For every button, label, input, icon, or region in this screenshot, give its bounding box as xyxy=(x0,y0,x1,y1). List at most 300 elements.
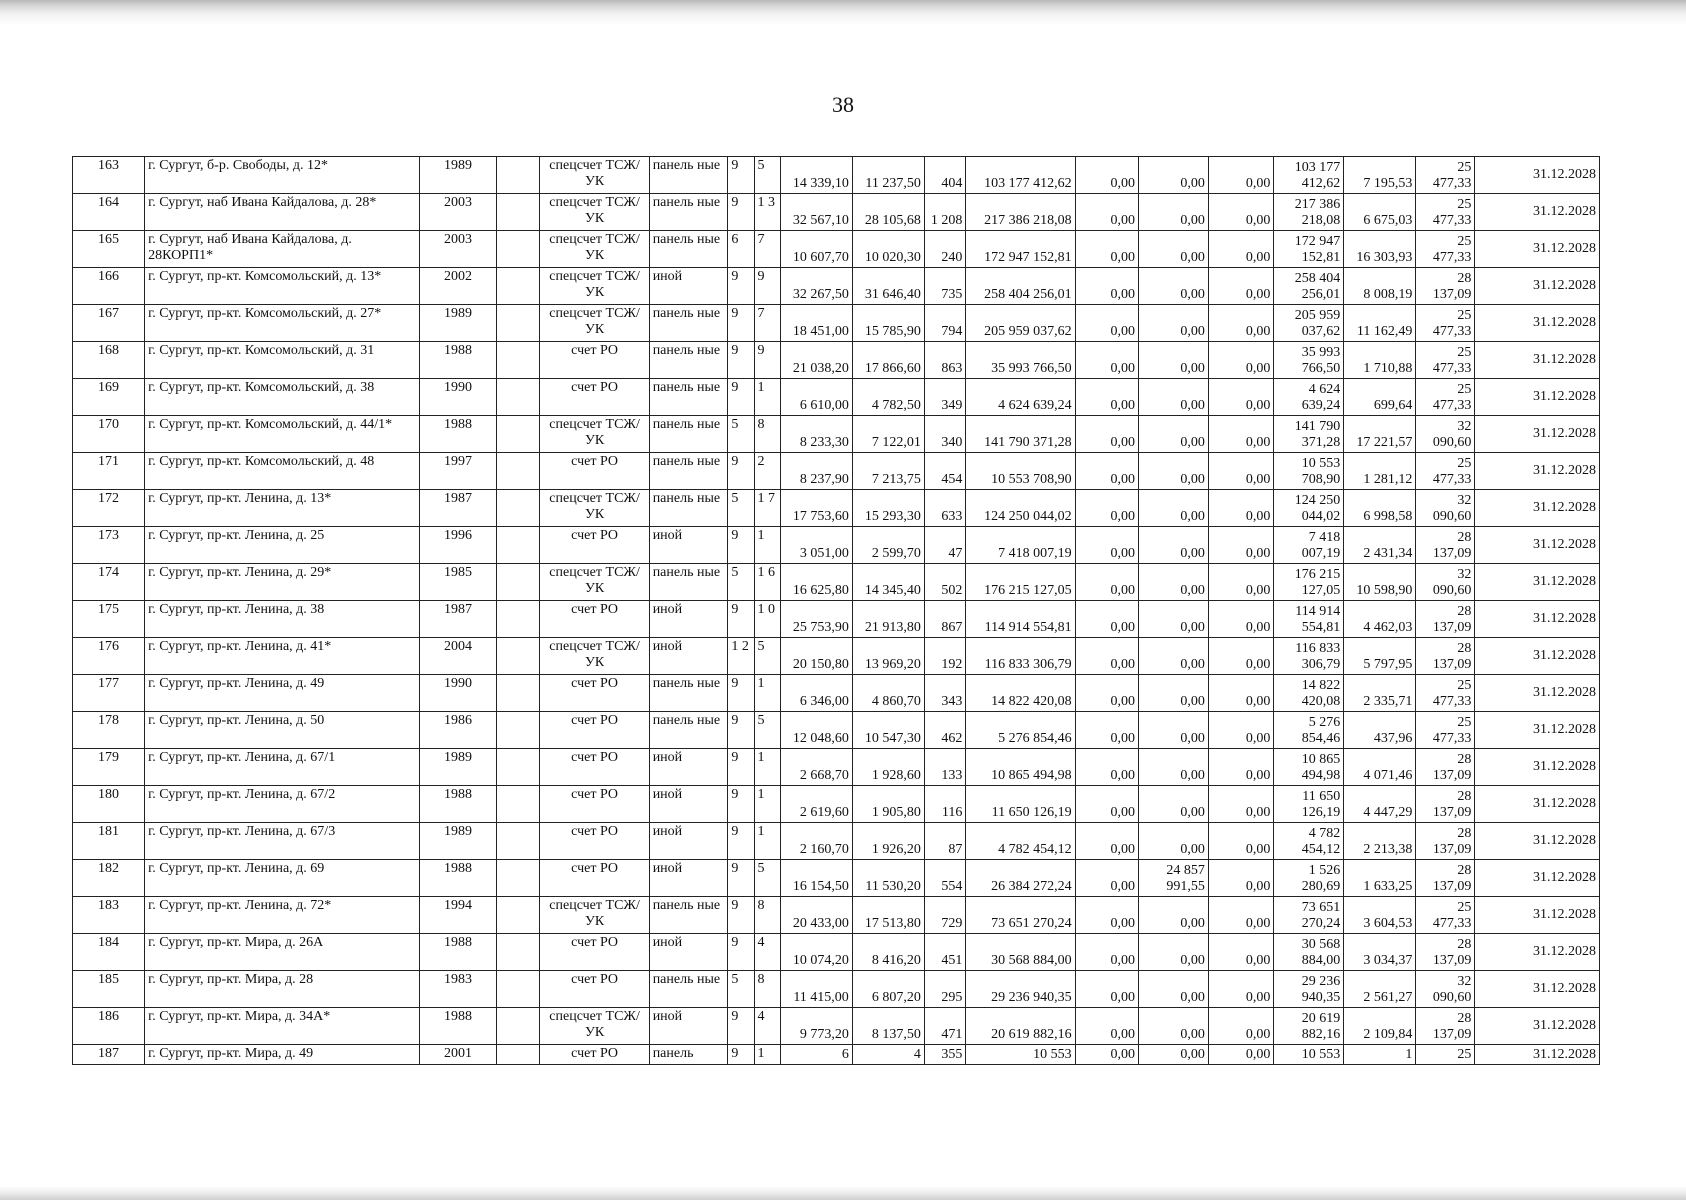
row-number: 173 xyxy=(73,527,145,564)
row-number: 176 xyxy=(73,638,145,675)
residents-cell: 735 xyxy=(924,268,966,305)
total-cell: 176 215 127,05 xyxy=(1274,564,1344,601)
account-type-cell: счет РО xyxy=(540,379,649,416)
floors-cell: 6 xyxy=(728,231,754,268)
empty-cell xyxy=(496,416,540,453)
limit-cost-cell: 28 137,09 xyxy=(1416,601,1475,638)
account-type-cell: спецсчет ТСЖ/УК xyxy=(540,564,649,601)
account-type-cell: счет РО xyxy=(540,342,649,379)
total-cell: 103 177 412,62 xyxy=(1274,157,1344,194)
living-area-cell: 14 345,40 xyxy=(852,564,924,601)
funding-3-cell: 0,00 xyxy=(1208,194,1274,231)
row-number: 184 xyxy=(73,934,145,971)
account-type-cell: спецсчет ТСЖ/УК xyxy=(540,638,649,675)
entrances-cell: 2 xyxy=(754,453,780,490)
year-cell: 2003 xyxy=(420,194,496,231)
limit-cost-cell: 25 xyxy=(1416,1045,1475,1065)
unit-cost-cell: 3 604,53 xyxy=(1344,897,1416,934)
entrances-cell: 1 xyxy=(754,749,780,786)
empty-cell xyxy=(496,453,540,490)
row-number: 169 xyxy=(73,379,145,416)
funding-3-cell: 0,00 xyxy=(1208,305,1274,342)
living-area-cell: 10 547,30 xyxy=(852,712,924,749)
funding-3-cell: 0,00 xyxy=(1208,1008,1274,1045)
floors-cell: 5 xyxy=(728,490,754,527)
funding-3-cell: 0,00 xyxy=(1208,342,1274,379)
funding-1-cell: 0,00 xyxy=(1075,786,1138,823)
total-area-cell: 20 150,80 xyxy=(780,638,852,675)
floors-cell: 9 xyxy=(728,453,754,490)
residents-cell: 349 xyxy=(924,379,966,416)
total-cost-cell: 14 822 420,08 xyxy=(966,675,1075,712)
row-number: 178 xyxy=(73,712,145,749)
funding-1-cell: 0,00 xyxy=(1075,453,1138,490)
floors-cell: 9 xyxy=(728,1045,754,1065)
living-area-cell: 7 213,75 xyxy=(852,453,924,490)
funding-3-cell: 0,00 xyxy=(1208,897,1274,934)
unit-cost-cell: 4 462,03 xyxy=(1344,601,1416,638)
deadline-cell: 31.12.2028 xyxy=(1475,157,1600,194)
total-cell: 205 959 037,62 xyxy=(1274,305,1344,342)
funding-1-cell: 0,00 xyxy=(1075,342,1138,379)
wall-material-cell: иной xyxy=(649,638,728,675)
total-cost-cell: 4 624 639,24 xyxy=(966,379,1075,416)
funding-3-cell: 0,00 xyxy=(1208,601,1274,638)
deadline-cell: 31.12.2028 xyxy=(1475,194,1600,231)
funding-3-cell: 0,00 xyxy=(1208,231,1274,268)
address-cell: г. Сургут, пр-кт. Ленина, д. 13* xyxy=(145,490,420,527)
table-row xyxy=(73,823,1600,860)
address-cell: г. Сургут, пр-кт. Мира, д. 49 xyxy=(145,1045,420,1065)
account-type-cell: спецсчет ТСЖ/УК xyxy=(540,897,649,934)
wall-material-cell: панель ные xyxy=(649,416,728,453)
unit-cost-cell: 2 431,34 xyxy=(1344,527,1416,564)
total-area-cell: 17 753,60 xyxy=(780,490,852,527)
limit-cost-cell: 28 137,09 xyxy=(1416,527,1475,564)
living-area-cell: 4 782,50 xyxy=(852,379,924,416)
limit-cost-cell: 25 477,33 xyxy=(1416,231,1475,268)
table-row xyxy=(73,1045,1600,1065)
unit-cost-cell: 2 109,84 xyxy=(1344,1008,1416,1045)
limit-cost-cell: 32 090,60 xyxy=(1416,490,1475,527)
account-type-cell: спецсчет ТСЖ/УК xyxy=(540,194,649,231)
entrances-cell: 9 xyxy=(754,342,780,379)
unit-cost-cell: 1 xyxy=(1344,1045,1416,1065)
living-area-cell: 21 913,80 xyxy=(852,601,924,638)
funding-2-cell: 0,00 xyxy=(1138,1008,1208,1045)
table-row xyxy=(73,1008,1600,1045)
funding-1-cell: 0,00 xyxy=(1075,712,1138,749)
account-type-cell: счет РО xyxy=(540,601,649,638)
deadline-cell: 31.12.2028 xyxy=(1475,1008,1600,1045)
funding-3-cell: 0,00 xyxy=(1208,638,1274,675)
funding-3-cell: 0,00 xyxy=(1208,786,1274,823)
table-row xyxy=(73,379,1600,416)
limit-cost-cell: 25 477,33 xyxy=(1416,712,1475,749)
limit-cost-cell: 28 137,09 xyxy=(1416,823,1475,860)
total-cost-cell: 141 790 371,28 xyxy=(966,416,1075,453)
funding-1-cell: 0,00 xyxy=(1075,268,1138,305)
funding-3-cell: 0,00 xyxy=(1208,157,1274,194)
empty-cell xyxy=(496,564,540,601)
total-cost-cell: 26 384 272,24 xyxy=(966,860,1075,897)
funding-1-cell: 0,00 xyxy=(1075,157,1138,194)
residents-cell: 451 xyxy=(924,934,966,971)
account-type-cell: счет РО xyxy=(540,527,649,564)
entrances-cell: 9 xyxy=(754,268,780,305)
wall-material-cell: панель ные xyxy=(649,379,728,416)
empty-cell xyxy=(496,342,540,379)
living-area-cell: 1 928,60 xyxy=(852,749,924,786)
living-area-cell: 31 646,40 xyxy=(852,268,924,305)
address-cell: г. Сургут, пр-кт. Ленина, д. 29* xyxy=(145,564,420,601)
funding-3-cell: 0,00 xyxy=(1208,564,1274,601)
living-area-cell: 10 020,30 xyxy=(852,231,924,268)
table-row xyxy=(73,897,1600,934)
total-area-cell: 10 607,70 xyxy=(780,231,852,268)
total-cost-cell: 10 865 494,98 xyxy=(966,749,1075,786)
entrances-cell: 1 xyxy=(754,1045,780,1065)
empty-cell xyxy=(496,934,540,971)
floors-cell: 9 xyxy=(728,786,754,823)
funding-2-cell: 0,00 xyxy=(1138,971,1208,1008)
total-cell: 73 651 270,24 xyxy=(1274,897,1344,934)
year-cell: 2002 xyxy=(420,268,496,305)
address-cell: г. Сургут, пр-кт. Мира, д. 26А xyxy=(145,934,420,971)
empty-cell xyxy=(496,194,540,231)
total-area-cell: 14 339,10 xyxy=(780,157,852,194)
funding-2-cell: 0,00 xyxy=(1138,638,1208,675)
total-cost-cell: 103 177 412,62 xyxy=(966,157,1075,194)
table-row xyxy=(73,490,1600,527)
year-cell: 1988 xyxy=(420,934,496,971)
address-cell: г. Сургут, пр-кт. Ленина, д. 69 xyxy=(145,860,420,897)
deadline-cell: 31.12.2028 xyxy=(1475,490,1600,527)
entrances-cell: 1 xyxy=(754,786,780,823)
funding-3-cell: 0,00 xyxy=(1208,712,1274,749)
row-number: 172 xyxy=(73,490,145,527)
year-cell: 1990 xyxy=(420,675,496,712)
residents-cell: 295 xyxy=(924,971,966,1008)
unit-cost-cell: 2 213,38 xyxy=(1344,823,1416,860)
funding-2-cell: 0,00 xyxy=(1138,157,1208,194)
limit-cost-cell: 25 477,33 xyxy=(1416,897,1475,934)
year-cell: 2001 xyxy=(420,1045,496,1065)
wall-material-cell: панель ные xyxy=(649,305,728,342)
table-row xyxy=(73,749,1600,786)
unit-cost-cell: 1 281,12 xyxy=(1344,453,1416,490)
account-type-cell: счет РО xyxy=(540,786,649,823)
empty-cell xyxy=(496,1008,540,1045)
funding-3-cell: 0,00 xyxy=(1208,416,1274,453)
account-type-cell: спецсчет ТСЖ/УК xyxy=(540,1008,649,1045)
funding-2-cell: 0,00 xyxy=(1138,897,1208,934)
residents-cell: 794 xyxy=(924,305,966,342)
limit-cost-cell: 28 137,09 xyxy=(1416,786,1475,823)
funding-2-cell: 0,00 xyxy=(1138,712,1208,749)
row-number: 181 xyxy=(73,823,145,860)
residents-cell: 192 xyxy=(924,638,966,675)
deadline-cell: 31.12.2028 xyxy=(1475,860,1600,897)
total-cell: 35 993 766,50 xyxy=(1274,342,1344,379)
empty-cell xyxy=(496,268,540,305)
table-row xyxy=(73,416,1600,453)
deadline-cell: 31.12.2028 xyxy=(1475,305,1600,342)
funding-2-cell: 24 857 991,55 xyxy=(1138,860,1208,897)
funding-2-cell: 0,00 xyxy=(1138,490,1208,527)
limit-cost-cell: 25 477,33 xyxy=(1416,379,1475,416)
table-row xyxy=(73,638,1600,675)
wall-material-cell: панель ные xyxy=(649,194,728,231)
residents-cell: 471 xyxy=(924,1008,966,1045)
address-cell: г. Сургут, б-р. Свободы, д. 12* xyxy=(145,157,420,194)
entrances-cell: 5 xyxy=(754,638,780,675)
address-cell: г. Сургут, пр-кт. Ленина, д. 25 xyxy=(145,527,420,564)
empty-cell xyxy=(496,712,540,749)
deadline-cell: 31.12.2028 xyxy=(1475,268,1600,305)
entrances-cell: 7 xyxy=(754,305,780,342)
entrances-cell: 1 xyxy=(754,675,780,712)
residents-cell: 47 xyxy=(924,527,966,564)
funding-2-cell: 0,00 xyxy=(1138,786,1208,823)
total-cost-cell: 217 386 218,08 xyxy=(966,194,1075,231)
deadline-cell: 31.12.2028 xyxy=(1475,601,1600,638)
floors-cell: 9 xyxy=(728,342,754,379)
year-cell: 1985 xyxy=(420,564,496,601)
funding-1-cell: 0,00 xyxy=(1075,527,1138,564)
total-cell: 10 553 xyxy=(1274,1045,1344,1065)
year-cell: 2004 xyxy=(420,638,496,675)
residents-cell: 1 208 xyxy=(924,194,966,231)
address-cell: г. Сургут, пр-кт. Ленина, д. 67/3 xyxy=(145,823,420,860)
limit-cost-cell: 32 090,60 xyxy=(1416,564,1475,601)
total-cell: 4 782 454,12 xyxy=(1274,823,1344,860)
floors-cell: 5 xyxy=(728,564,754,601)
wall-material-cell: иной xyxy=(649,823,728,860)
floors-cell: 9 xyxy=(728,157,754,194)
total-area-cell: 11 415,00 xyxy=(780,971,852,1008)
year-cell: 1990 xyxy=(420,379,496,416)
wall-material-cell: панель ные xyxy=(649,453,728,490)
floors-cell: 9 xyxy=(728,268,754,305)
funding-3-cell: 0,00 xyxy=(1208,1045,1274,1065)
entrances-cell: 1 7 xyxy=(754,490,780,527)
row-number: 180 xyxy=(73,786,145,823)
total-cell: 124 250 044,02 xyxy=(1274,490,1344,527)
unit-cost-cell: 6 998,58 xyxy=(1344,490,1416,527)
year-cell: 1994 xyxy=(420,897,496,934)
year-cell: 1988 xyxy=(420,416,496,453)
deadline-cell: 31.12.2028 xyxy=(1475,416,1600,453)
total-cost-cell: 124 250 044,02 xyxy=(966,490,1075,527)
living-area-cell: 6 807,20 xyxy=(852,971,924,1008)
account-type-cell: спецсчет ТСЖ/УК xyxy=(540,416,649,453)
residents-cell: 863 xyxy=(924,342,966,379)
unit-cost-cell: 4 071,46 xyxy=(1344,749,1416,786)
table-row xyxy=(73,934,1600,971)
address-cell: г. Сургут, пр-кт. Комсомольский, д. 38 xyxy=(145,379,420,416)
total-cell: 5 276 854,46 xyxy=(1274,712,1344,749)
funding-1-cell: 0,00 xyxy=(1075,675,1138,712)
account-type-cell: счет РО xyxy=(540,860,649,897)
empty-cell xyxy=(496,897,540,934)
address-cell: г. Сургут, пр-кт. Комсомольский, д. 48 xyxy=(145,453,420,490)
row-number: 168 xyxy=(73,342,145,379)
account-type-cell: спецсчет ТСЖ/УК xyxy=(540,490,649,527)
floors-cell: 5 xyxy=(728,971,754,1008)
total-cell: 7 418 007,19 xyxy=(1274,527,1344,564)
living-area-cell: 17 866,60 xyxy=(852,342,924,379)
table-row xyxy=(73,194,1600,231)
deadline-cell: 31.12.2028 xyxy=(1475,379,1600,416)
funding-3-cell: 0,00 xyxy=(1208,934,1274,971)
address-cell: г. Сургут, пр-кт. Комсомольский, д. 27* xyxy=(145,305,420,342)
year-cell: 1989 xyxy=(420,305,496,342)
living-area-cell: 4 860,70 xyxy=(852,675,924,712)
total-cost-cell: 116 833 306,79 xyxy=(966,638,1075,675)
address-cell: г. Сургут, пр-кт. Ленина, д. 50 xyxy=(145,712,420,749)
wall-material-cell: иной xyxy=(649,527,728,564)
account-type-cell: спецсчет ТСЖ/УК xyxy=(540,231,649,268)
address-cell: г. Сургут, пр-кт. Ленина, д. 38 xyxy=(145,601,420,638)
wall-material-cell: иной xyxy=(649,601,728,638)
entrances-cell: 1 3 xyxy=(754,194,780,231)
deadline-cell: 31.12.2028 xyxy=(1475,638,1600,675)
residents-cell: 343 xyxy=(924,675,966,712)
total-area-cell: 6 346,00 xyxy=(780,675,852,712)
wall-material-cell: иной xyxy=(649,786,728,823)
floors-cell: 9 xyxy=(728,749,754,786)
total-area-cell: 32 267,50 xyxy=(780,268,852,305)
limit-cost-cell: 28 137,09 xyxy=(1416,268,1475,305)
entrances-cell: 1 xyxy=(754,527,780,564)
funding-3-cell: 0,00 xyxy=(1208,527,1274,564)
residents-cell: 116 xyxy=(924,786,966,823)
total-cell: 14 822 420,08 xyxy=(1274,675,1344,712)
year-cell: 1986 xyxy=(420,712,496,749)
address-cell: г. Сургут, пр-кт. Мира, д. 34А* xyxy=(145,1008,420,1045)
total-area-cell: 9 773,20 xyxy=(780,1008,852,1045)
total-area-cell: 21 038,20 xyxy=(780,342,852,379)
funding-2-cell: 0,00 xyxy=(1138,749,1208,786)
entrances-cell: 1 0 xyxy=(754,601,780,638)
total-area-cell: 2 160,70 xyxy=(780,823,852,860)
floors-cell: 9 xyxy=(728,527,754,564)
address-cell: г. Сургут, пр-кт. Комсомольский, д. 13* xyxy=(145,268,420,305)
address-cell: г. Сургут, пр-кт. Ленина, д. 67/1 xyxy=(145,749,420,786)
table-row xyxy=(73,712,1600,749)
account-type-cell: счет РО xyxy=(540,823,649,860)
total-cell: 114 914 554,81 xyxy=(1274,601,1344,638)
empty-cell xyxy=(496,786,540,823)
floors-cell: 9 xyxy=(728,675,754,712)
funding-2-cell: 0,00 xyxy=(1138,194,1208,231)
funding-1-cell: 0,00 xyxy=(1075,379,1138,416)
empty-cell xyxy=(496,1045,540,1065)
row-number: 166 xyxy=(73,268,145,305)
living-area-cell: 28 105,68 xyxy=(852,194,924,231)
account-type-cell: счет РО xyxy=(540,675,649,712)
wall-material-cell: панель ные xyxy=(649,675,728,712)
funding-2-cell: 0,00 xyxy=(1138,268,1208,305)
unit-cost-cell: 16 303,93 xyxy=(1344,231,1416,268)
row-number: 171 xyxy=(73,453,145,490)
floors-cell: 9 xyxy=(728,1008,754,1045)
wall-material-cell: панель ные xyxy=(649,342,728,379)
account-type-cell: счет РО xyxy=(540,453,649,490)
total-area-cell: 18 451,00 xyxy=(780,305,852,342)
floors-cell: 9 xyxy=(728,897,754,934)
entrances-cell: 4 xyxy=(754,934,780,971)
wall-material-cell: панель ные xyxy=(649,490,728,527)
unit-cost-cell: 3 034,37 xyxy=(1344,934,1416,971)
total-cell: 258 404 256,01 xyxy=(1274,268,1344,305)
entrances-cell: 1 xyxy=(754,379,780,416)
funding-1-cell: 0,00 xyxy=(1075,1008,1138,1045)
row-number: 182 xyxy=(73,860,145,897)
total-area-cell: 16 625,80 xyxy=(780,564,852,601)
unit-cost-cell: 17 221,57 xyxy=(1344,416,1416,453)
funding-1-cell: 0,00 xyxy=(1075,1045,1138,1065)
wall-material-cell: панель ные xyxy=(649,712,728,749)
living-area-cell: 11 530,20 xyxy=(852,860,924,897)
total-area-cell: 3 051,00 xyxy=(780,527,852,564)
deadline-cell: 31.12.2028 xyxy=(1475,712,1600,749)
unit-cost-cell: 10 598,90 xyxy=(1344,564,1416,601)
table-row xyxy=(73,527,1600,564)
floors-cell: 9 xyxy=(728,194,754,231)
limit-cost-cell: 25 477,33 xyxy=(1416,453,1475,490)
empty-cell xyxy=(496,379,540,416)
floors-cell: 9 xyxy=(728,823,754,860)
total-area-cell: 16 154,50 xyxy=(780,860,852,897)
wall-material-cell: иной xyxy=(649,268,728,305)
year-cell: 1988 xyxy=(420,860,496,897)
deadline-cell: 31.12.2028 xyxy=(1475,564,1600,601)
row-number: 175 xyxy=(73,601,145,638)
row-number: 164 xyxy=(73,194,145,231)
funding-1-cell: 0,00 xyxy=(1075,638,1138,675)
year-cell: 1988 xyxy=(420,1008,496,1045)
entrances-cell: 8 xyxy=(754,971,780,1008)
total-cost-cell: 11 650 126,19 xyxy=(966,786,1075,823)
funding-2-cell: 0,00 xyxy=(1138,675,1208,712)
address-cell: г. Сургут, пр-кт. Ленина, д. 49 xyxy=(145,675,420,712)
funding-2-cell: 0,00 xyxy=(1138,416,1208,453)
funding-3-cell: 0,00 xyxy=(1208,823,1274,860)
table-row xyxy=(73,786,1600,823)
unit-cost-cell: 2 561,27 xyxy=(1344,971,1416,1008)
total-cost-cell: 20 619 882,16 xyxy=(966,1008,1075,1045)
register-table xyxy=(72,156,1600,1065)
wall-material-cell: панель ные xyxy=(649,157,728,194)
account-type-cell: спецсчет ТСЖ/УК xyxy=(540,305,649,342)
funding-1-cell: 0,00 xyxy=(1075,934,1138,971)
deadline-cell: 31.12.2028 xyxy=(1475,1045,1600,1065)
row-number: 165 xyxy=(73,231,145,268)
living-area-cell: 4 xyxy=(852,1045,924,1065)
funding-1-cell: 0,00 xyxy=(1075,490,1138,527)
total-cell: 4 624 639,24 xyxy=(1274,379,1344,416)
year-cell: 1989 xyxy=(420,823,496,860)
residents-cell: 454 xyxy=(924,453,966,490)
floors-cell: 9 xyxy=(728,712,754,749)
funding-1-cell: 0,00 xyxy=(1075,601,1138,638)
funding-2-cell: 0,00 xyxy=(1138,934,1208,971)
page-number: 38 xyxy=(832,92,854,117)
deadline-cell: 31.12.2028 xyxy=(1475,342,1600,379)
funding-2-cell: 0,00 xyxy=(1138,342,1208,379)
